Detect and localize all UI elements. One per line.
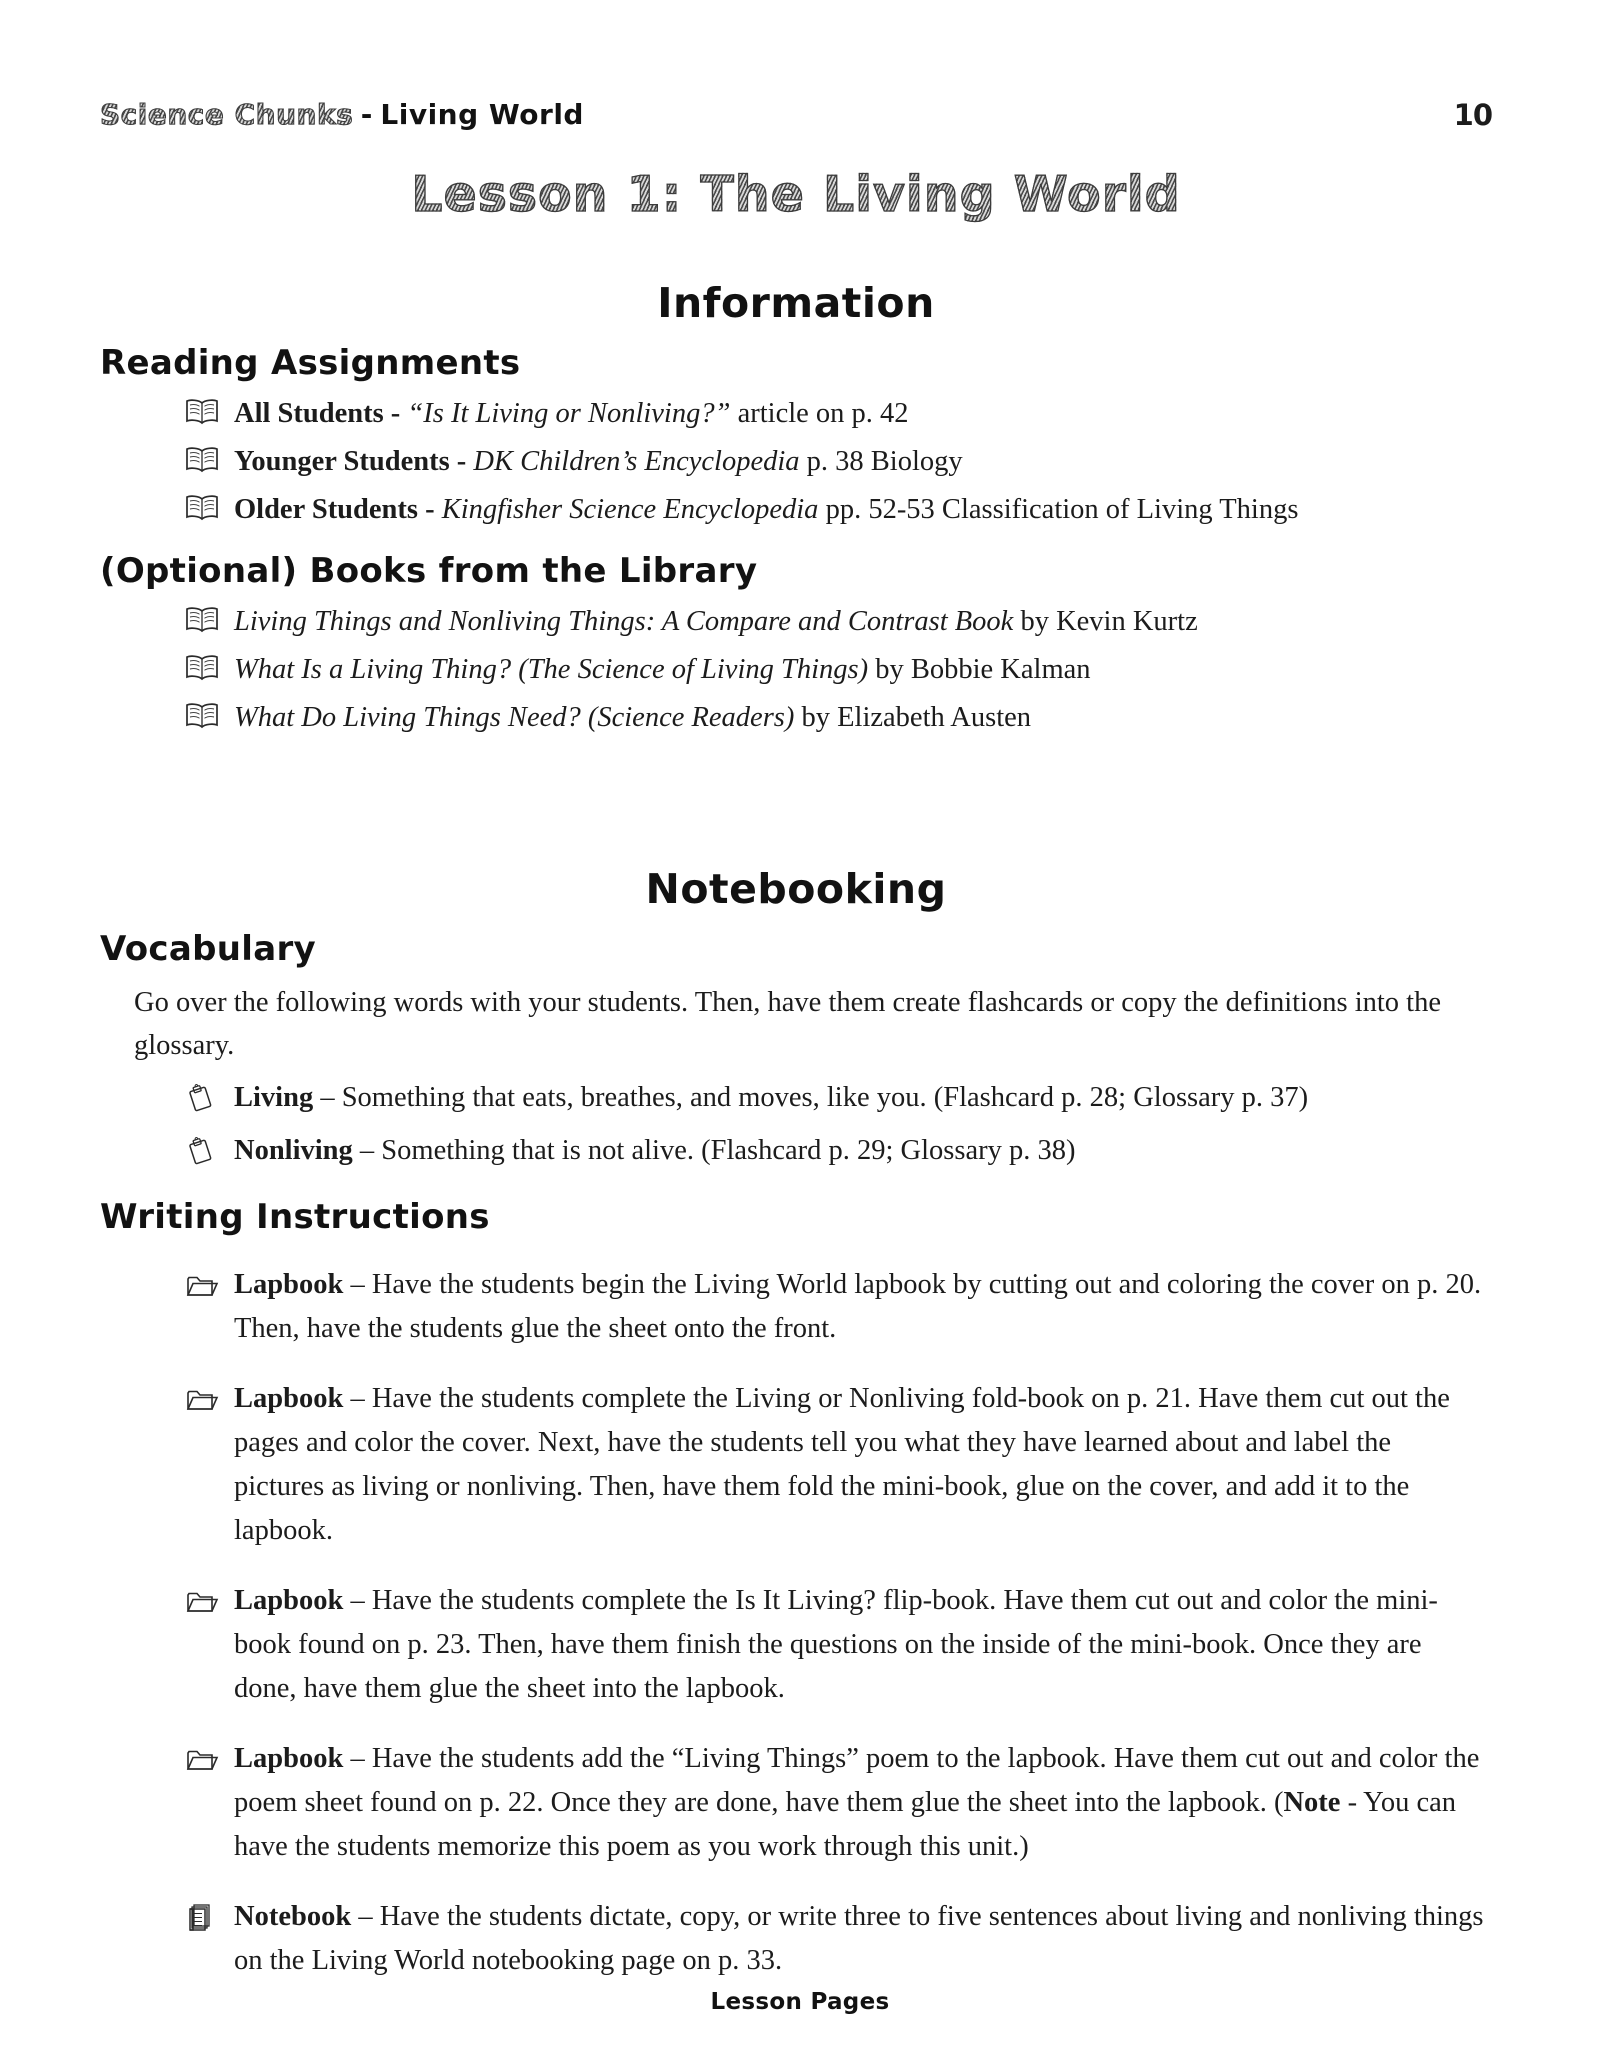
instruction-text: – Have the students complete the Living or Nonliving fold-book on p. 21. Have them cut out the pages and color the cover. Next, have the students tell you what they have learned about and label the pictures as living or nonliving. Then, have them fold the mini-book, glue on the cover, and add it to the lapbook. — [234, 1383, 1450, 1546]
book-title: “Is It Living or Nonliving?” — [407, 398, 731, 429]
book-author: by Bobbie Kalman — [875, 654, 1091, 685]
instruction-text: – Have the students dictate, copy, or write three to five sentences about living and nonliving things on the Living World notebooking page on p. 33. — [234, 1901, 1484, 1976]
book-author: by Elizabeth Austen — [801, 702, 1032, 733]
library-books-heading: (Optional) Books from the Library — [100, 551, 758, 591]
page-header — [100, 0, 1492, 132]
vocabulary-intro: Go over the following words with your students. Then, have them create flashcards or copy the definitions into the glossary. — [134, 987, 1441, 1061]
folder-icon — [184, 1579, 234, 1629]
vocab-definition: – Something that eats, breathes, and moves, like you. (Flashcard p. 28; Glossary p. 37) — [320, 1082, 1309, 1113]
list-item — [100, 1579, 1492, 1711]
book-title: Kingfisher Science Encyclopedia — [441, 494, 819, 525]
instruction-label: Lapbook — [234, 1743, 344, 1774]
list-item — [100, 649, 1492, 695]
list-item — [100, 393, 1492, 439]
note-label: Note — [1283, 1787, 1341, 1818]
open-book-icon — [184, 441, 234, 487]
audience-label: All Students - — [234, 398, 401, 429]
page-number: 10 — [1453, 98, 1492, 132]
book-title: DK Children’s Encyclopedia — [473, 446, 800, 477]
list-item — [100, 601, 1492, 647]
open-book-icon — [184, 697, 234, 743]
lesson-title: Lesson 1: The Living World — [100, 166, 1492, 223]
footer-label: Lesson Pages — [710, 1989, 890, 2015]
instruction-label: Lapbook — [234, 1269, 344, 1300]
list-item — [100, 1263, 1492, 1351]
vocabulary-list — [100, 1077, 1492, 1181]
library-books-list — [100, 601, 1492, 743]
instruction-text: – Have the students complete the Is It Living? flip-book. Have them cut out and color the mini-book found on p. 23. Then, have them finish the questions on the inside of the mini-book. Once they are done, have them glue the sheet into the lapbook. — [234, 1585, 1438, 1704]
list-item — [100, 441, 1492, 487]
list-item — [100, 1377, 1492, 1553]
audience-label: Older Students - — [234, 494, 435, 525]
list-item — [100, 697, 1492, 743]
writing-instructions-heading: Writing Instructions — [100, 1197, 490, 1237]
instruction-label: Lapbook — [234, 1383, 344, 1414]
instruction-text: – Have the students add the “Living Things” poem to the lapbook. Have them cut out and color the poem sheet found on p. 22. Once they are done, have them glue the sheet into the lapbook. ( — [234, 1743, 1480, 1818]
header-separator: - — [360, 98, 373, 131]
folder-icon — [184, 1263, 234, 1313]
open-book-icon — [184, 393, 234, 439]
unit-title: Living World — [380, 98, 584, 131]
information-heading: Information — [657, 279, 935, 327]
notebooking-heading: Notebooking — [645, 865, 947, 913]
vocab-term: Nonliving — [234, 1135, 353, 1166]
instruction-label: Notebook — [234, 1901, 352, 1932]
vocab-definition: – Something that is not alive. (Flashcard p. 29; Glossary p. 38) — [359, 1135, 1076, 1166]
reading-assignments-heading: Reading Assignments — [100, 343, 521, 383]
open-book-icon — [184, 601, 234, 647]
reading-detail: article on p. 42 — [737, 398, 909, 429]
open-book-icon — [184, 649, 234, 695]
book-title: Living Things and Nonliving Things: A Compare and Contrast Book — [234, 606, 1014, 637]
writing-instructions-list — [100, 1263, 1492, 1983]
list-item — [100, 1077, 1492, 1128]
book-title: What Is a Living Thing? (The Science of Living Things) — [234, 654, 869, 685]
flashcard-tag-icon — [184, 1130, 234, 1181]
instruction-label: Lapbook — [234, 1585, 344, 1616]
instruction-text: - You can have the students memorize this poem as you work through this unit.) — [234, 1787, 1457, 1862]
reading-detail: pp. 52-53 Classification of Living Things — [825, 494, 1299, 525]
list-item — [100, 1130, 1492, 1181]
list-item — [100, 1737, 1492, 1869]
flashcard-tag-icon — [184, 1077, 234, 1128]
list-item — [100, 1895, 1492, 1983]
instruction-text: – Have the students begin the Living World lapbook by cutting out and coloring the cover on p. 20. Then, have the students glue the sheet onto the front. — [234, 1269, 1482, 1344]
open-book-icon — [184, 489, 234, 535]
vocabulary-heading: Vocabulary — [100, 929, 316, 969]
audience-label: Younger Students - — [234, 446, 467, 477]
folder-icon — [184, 1737, 234, 1787]
notebook-icon — [184, 1895, 234, 1947]
vocab-term: Living — [234, 1082, 314, 1113]
book-title: What Do Living Things Need? (Science Readers) — [234, 702, 795, 733]
list-item — [100, 489, 1492, 535]
brand-title: Science Chunks — [100, 98, 354, 131]
reading-detail: p. 38 Biology — [806, 446, 963, 477]
folder-icon — [184, 1377, 234, 1427]
book-author: by Kevin Kurtz — [1020, 606, 1198, 637]
reading-assignments-list — [100, 393, 1492, 535]
